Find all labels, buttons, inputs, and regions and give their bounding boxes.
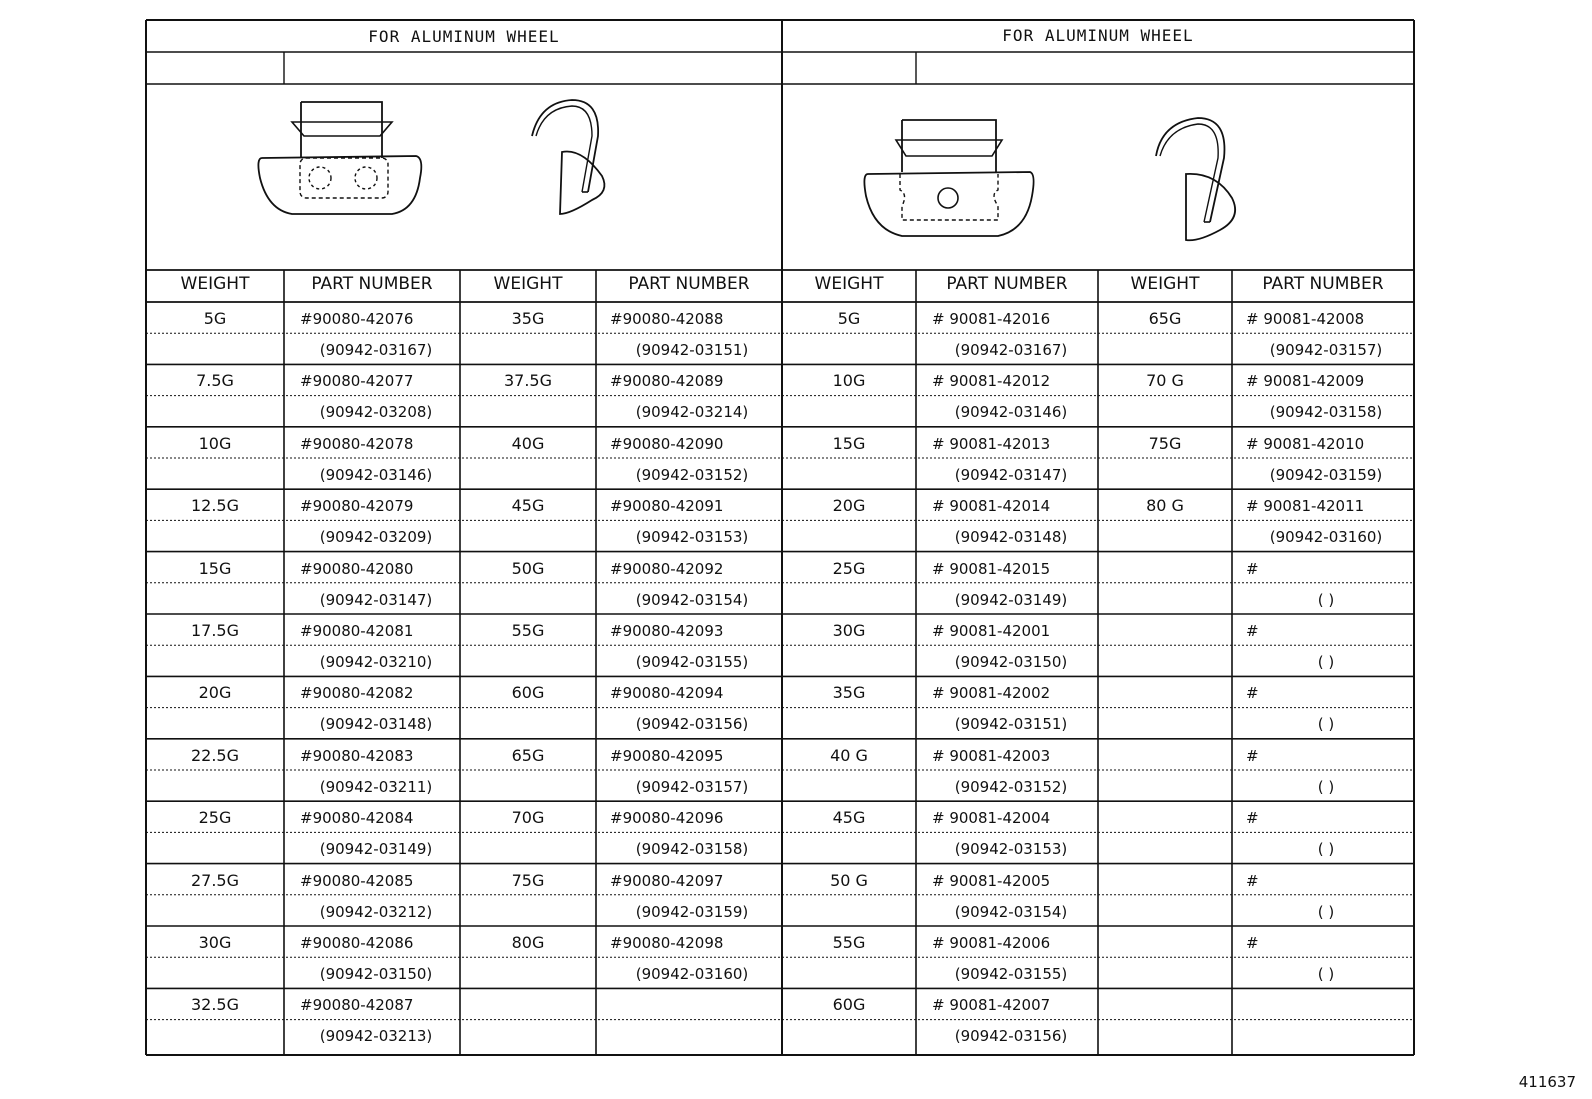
part-number: #90080-42091: [610, 497, 724, 516]
clip-on-wheel-weight-two-holes-icon: [256, 98, 426, 228]
part-number: #90080-42085: [300, 871, 414, 890]
weight-value: 50 G: [830, 870, 868, 890]
weight-value: 10G: [198, 433, 232, 453]
weight-value: 40 G: [830, 745, 868, 765]
left-section-title: FOR ALUMINUM WHEEL: [368, 27, 560, 46]
weight-value: 12.5G: [190, 496, 240, 516]
weight-value: 27.5G: [190, 870, 240, 890]
weight-value: 25G: [832, 558, 866, 578]
part-number: # 90081-42001: [932, 622, 1051, 640]
alternate-part-number: (90942-03152): [635, 465, 749, 484]
weight-value: 5G: [203, 309, 227, 328]
part-number: #: [1246, 934, 1259, 952]
weight-value: 75G: [511, 870, 545, 890]
weight-value: 15G: [198, 558, 232, 578]
weight-value: 35G: [511, 309, 545, 328]
column-header-part-number: PART NUMBER: [1262, 274, 1384, 294]
alternate-part-number: (90942-03167): [319, 341, 433, 359]
part-number: #90080-42079: [300, 497, 414, 516]
part-number: #90080-42094: [610, 684, 724, 703]
weight-value: 17.5G: [190, 621, 240, 640]
part-number-table: [146, 20, 1414, 1055]
weight-value: 15G: [832, 433, 866, 453]
alternate-part-number: (90942-03153): [635, 528, 749, 547]
part-number: # 90081-42006: [932, 934, 1051, 952]
alternate-part-number: (90942-03157): [1269, 341, 1383, 359]
column-header-weight: WEIGHT: [1130, 274, 1200, 294]
alternate-part-number: (90942-03147): [954, 465, 1068, 484]
weight-value: 70 G: [1146, 371, 1184, 391]
weight-value: 22.5G: [190, 745, 240, 765]
column-header-weight: WEIGHT: [493, 274, 563, 294]
part-number: #90080-42077: [300, 372, 414, 391]
part-number: #90080-42093: [610, 622, 724, 640]
weight-value: 45G: [511, 496, 545, 516]
alternate-part-number: (90942-03212): [319, 902, 433, 921]
alternate-part-number: ( ): [1317, 902, 1335, 921]
alternate-part-number: (90942-03152): [954, 777, 1068, 796]
weight-value: 60G: [832, 995, 866, 1015]
alternate-part-number: ( ): [1317, 840, 1335, 859]
alternate-part-number: (90942-03210): [319, 653, 433, 671]
alternate-part-number: ( ): [1317, 715, 1335, 734]
weight-value: 70G: [511, 808, 545, 828]
right-section-title: FOR ALUMINUM WHEEL: [1002, 26, 1194, 45]
part-number: #90080-42082: [300, 684, 414, 703]
alternate-part-number: (90942-03149): [954, 590, 1068, 609]
alternate-part-number: (90942-03153): [954, 840, 1068, 859]
part-number: #90080-42098: [610, 934, 724, 952]
alternate-part-number: (90942-03159): [1269, 465, 1383, 484]
alternate-part-number: (90942-03158): [635, 840, 749, 859]
weight-value: 7.5G: [196, 371, 234, 391]
part-number: #90080-42090: [610, 434, 724, 453]
column-header-part-number: PART NUMBER: [311, 274, 433, 294]
alternate-part-number: (90942-03151): [635, 341, 749, 359]
weight-value: 55G: [832, 933, 866, 952]
alternate-part-number: (90942-03208): [319, 403, 433, 422]
alternate-part-number: ( ): [1317, 590, 1335, 609]
alternate-part-number: (90942-03211): [319, 777, 433, 796]
part-number: #90080-42087: [300, 996, 414, 1015]
weight-value: 55G: [511, 621, 545, 640]
alternate-part-number: (90942-03209): [319, 528, 433, 547]
weight-value: 75G: [1148, 433, 1182, 453]
alternate-part-number: (90942-03148): [954, 528, 1068, 547]
part-number: #90080-42078: [300, 434, 414, 453]
weight-value: 40G: [511, 433, 545, 453]
weight-value: 30G: [198, 933, 232, 952]
part-number: #90080-42096: [610, 809, 724, 828]
alternate-part-number: (90942-03157): [635, 777, 749, 796]
weight-value: 60G: [511, 683, 545, 703]
weight-value: 5G: [837, 309, 861, 328]
alternate-part-number: (90942-03147): [319, 590, 433, 609]
part-number: #90080-42088: [610, 310, 724, 328]
alternate-part-number: (90942-03156): [635, 715, 749, 734]
part-number: #90080-42080: [300, 559, 414, 578]
part-number: #90080-42083: [300, 746, 414, 765]
part-number: #: [1246, 622, 1259, 640]
part-number: #90080-42095: [610, 746, 724, 765]
weight-value: 25G: [198, 808, 232, 828]
part-number: # 90081-42009: [1246, 372, 1365, 391]
alternate-part-number: (90942-03151): [954, 715, 1068, 734]
alternate-part-number: (90942-03146): [954, 403, 1068, 422]
column-header-part-number: PART NUMBER: [628, 274, 750, 294]
part-number: # 90081-42002: [932, 684, 1051, 703]
alternate-part-number: (90942-03214): [635, 403, 749, 422]
column-header-part-number: PART NUMBER: [946, 274, 1068, 294]
alternate-part-number: (90942-03156): [954, 1027, 1068, 1046]
part-number: #: [1246, 684, 1259, 703]
alternate-part-number: (90942-03150): [954, 653, 1068, 671]
part-number: # 90081-42013: [932, 434, 1051, 453]
alternate-part-number: (90942-03213): [319, 1027, 433, 1046]
part-number: #90080-42092: [610, 559, 724, 578]
weight-value: 45G: [832, 808, 866, 828]
part-number: #: [1246, 559, 1259, 578]
weight-clip-side-view-icon: [522, 96, 622, 226]
weight-value: 20G: [198, 683, 232, 703]
part-number: #: [1246, 746, 1259, 765]
part-number: # 90081-42016: [932, 310, 1051, 328]
alternate-part-number: ( ): [1317, 777, 1335, 796]
alternate-part-number: (90942-03149): [319, 840, 433, 859]
part-number: #90080-42081: [300, 622, 414, 640]
column-header-weight: WEIGHT: [180, 274, 250, 294]
alternate-part-number: (90942-03154): [954, 902, 1068, 921]
part-number: # 90081-42015: [932, 559, 1051, 578]
weight-value: 65G: [1148, 309, 1182, 328]
alternate-part-number: (90942-03146): [319, 465, 433, 484]
part-number: #90080-42084: [300, 809, 414, 828]
part-number: # 90081-42005: [932, 871, 1051, 890]
weight-value: 30G: [832, 621, 866, 640]
part-number: #90080-42097: [610, 871, 724, 890]
part-number: # 90081-42014: [932, 497, 1051, 516]
part-number: #90080-42086: [300, 934, 414, 952]
part-number: # 90081-42003: [932, 746, 1051, 765]
reference-number: 411637: [1518, 1073, 1576, 1091]
alternate-part-number: ( ): [1317, 965, 1335, 983]
weight-value: 20G: [832, 496, 866, 516]
part-number: #90080-42076: [300, 310, 414, 328]
part-number: #90080-42089: [610, 372, 724, 391]
part-number: # 90081-42007: [932, 996, 1051, 1015]
weight-value: 37.5G: [503, 371, 553, 391]
part-number: # 90081-42010: [1246, 434, 1365, 453]
alternate-part-number: (90942-03155): [635, 653, 749, 671]
part-number: # 90081-42008: [1246, 310, 1365, 328]
alternate-part-number: (90942-03154): [635, 590, 749, 609]
clip-on-wheel-weight-notched-icon: [862, 116, 1038, 244]
alternate-part-number: (90942-03158): [1269, 403, 1383, 422]
alternate-part-number: (90942-03159): [635, 902, 749, 921]
alternate-part-number: (90942-03155): [954, 965, 1068, 983]
weight-value: 10G: [832, 371, 866, 391]
weight-value: 80G: [511, 933, 545, 952]
weight-value: 50G: [511, 558, 545, 578]
alternate-part-number: (90942-03160): [1269, 528, 1383, 547]
part-number: #: [1246, 809, 1259, 828]
alternate-part-number: (90942-03160): [635, 965, 749, 983]
column-header-weight: WEIGHT: [814, 274, 884, 294]
alternate-part-number: ( ): [1317, 653, 1335, 671]
alternate-part-number: (90942-03150): [319, 965, 433, 983]
weight-value: 35G: [832, 683, 866, 703]
alternate-part-number: (90942-03167): [954, 341, 1068, 359]
weight-value: 65G: [511, 745, 545, 765]
weight-clip-side-view-icon: [1146, 114, 1256, 250]
weight-value: 32.5G: [190, 995, 240, 1015]
part-number: # 90081-42011: [1246, 497, 1365, 516]
part-number: # 90081-42012: [932, 372, 1051, 391]
part-number: # 90081-42004: [932, 809, 1051, 828]
part-number: #: [1246, 871, 1259, 890]
alternate-part-number: (90942-03148): [319, 715, 433, 734]
weight-value: 80 G: [1146, 496, 1184, 516]
